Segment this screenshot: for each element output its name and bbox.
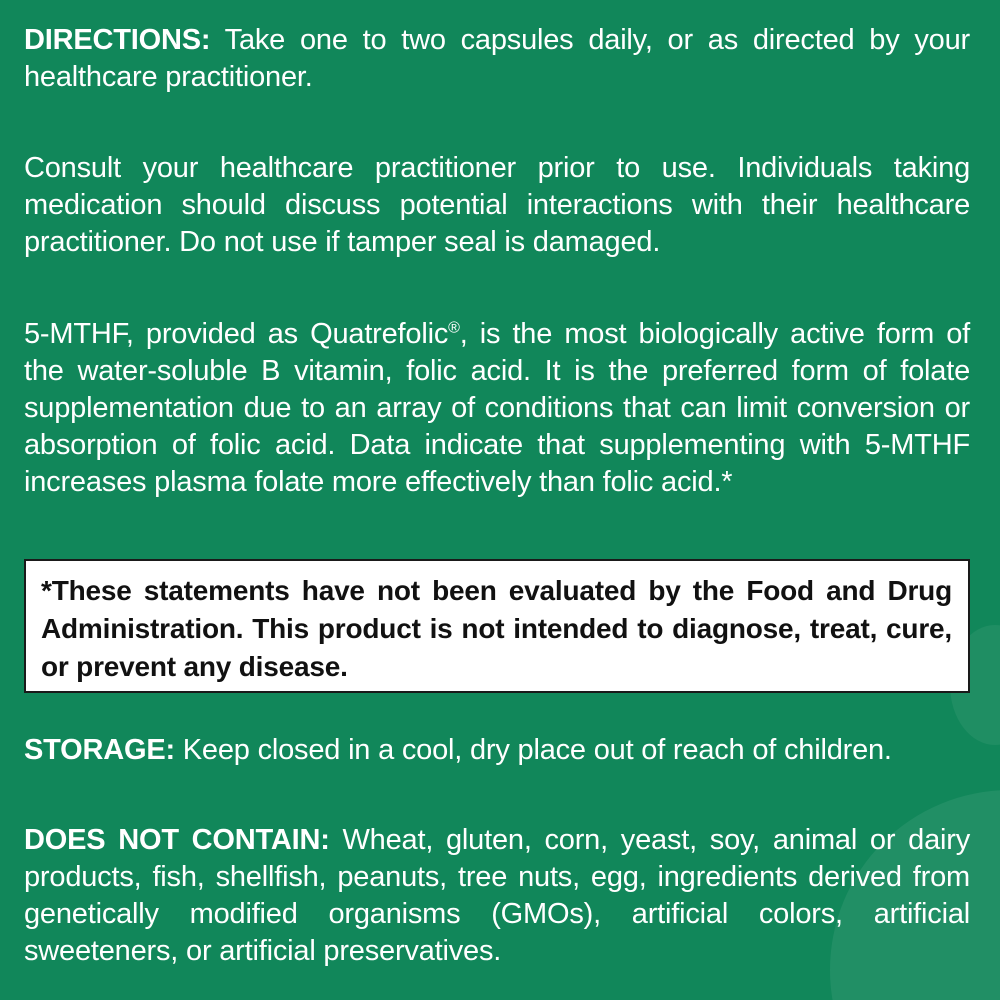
- mthf-paragraph: [24, 316, 970, 501]
- directions-text: Take one to two capsules daily, or as directed by your healthcare practitioner.: [24, 24, 970, 93]
- does-not-contain-paragraph: [24, 822, 970, 970]
- does-not-contain-text: Wheat, gluten, corn, yeast, soy, animal or dairy products, fish, shellfish, peanuts, tree nuts, egg, ingredients derived from genetically modified organisms (GMOs), artificial colors, artificial sweeteners, or artificial preservatives.: [24, 824, 970, 967]
- directions-label: DIRECTIONS:: [24, 24, 211, 56]
- does-not-contain-label: DOES NOT CONTAIN:: [24, 824, 330, 856]
- storage-paragraph: [24, 732, 970, 769]
- fda-disclaimer-box: [24, 559, 970, 693]
- mthf-text-before: 5-MTHF, provided as Quatrefolic: [24, 318, 449, 350]
- mthf-text-after: , is the most biologically active form of the water-soluble B vitamin, folic acid. It is the preferred form of folate supplementation due to an array of conditions that can limit conversion or absorption of folic acid. Data indicate that supplementing with 5-MTHF increases plasma folate more effectively than folic acid.*: [24, 318, 971, 498]
- consult-paragraph: Consult your healthcare practitioner prior to use. Individuals taking medication should discuss potential interactions with their healthcare practitioner. Do not use if tamper seal is damaged.: [24, 152, 970, 258]
- registered-mark: ®: [448, 319, 460, 337]
- storage-label: STORAGE:: [24, 734, 175, 766]
- fda-disclaimer-text: *These statements have not been evaluated by the Food and Drug Administration. This product is not intended to diagnose, treat, cure, or prevent any disease.: [41, 575, 952, 682]
- storage-text: Keep closed in a cool, dry place out of reach of children.: [174, 734, 892, 766]
- directions-paragraph: [24, 22, 970, 96]
